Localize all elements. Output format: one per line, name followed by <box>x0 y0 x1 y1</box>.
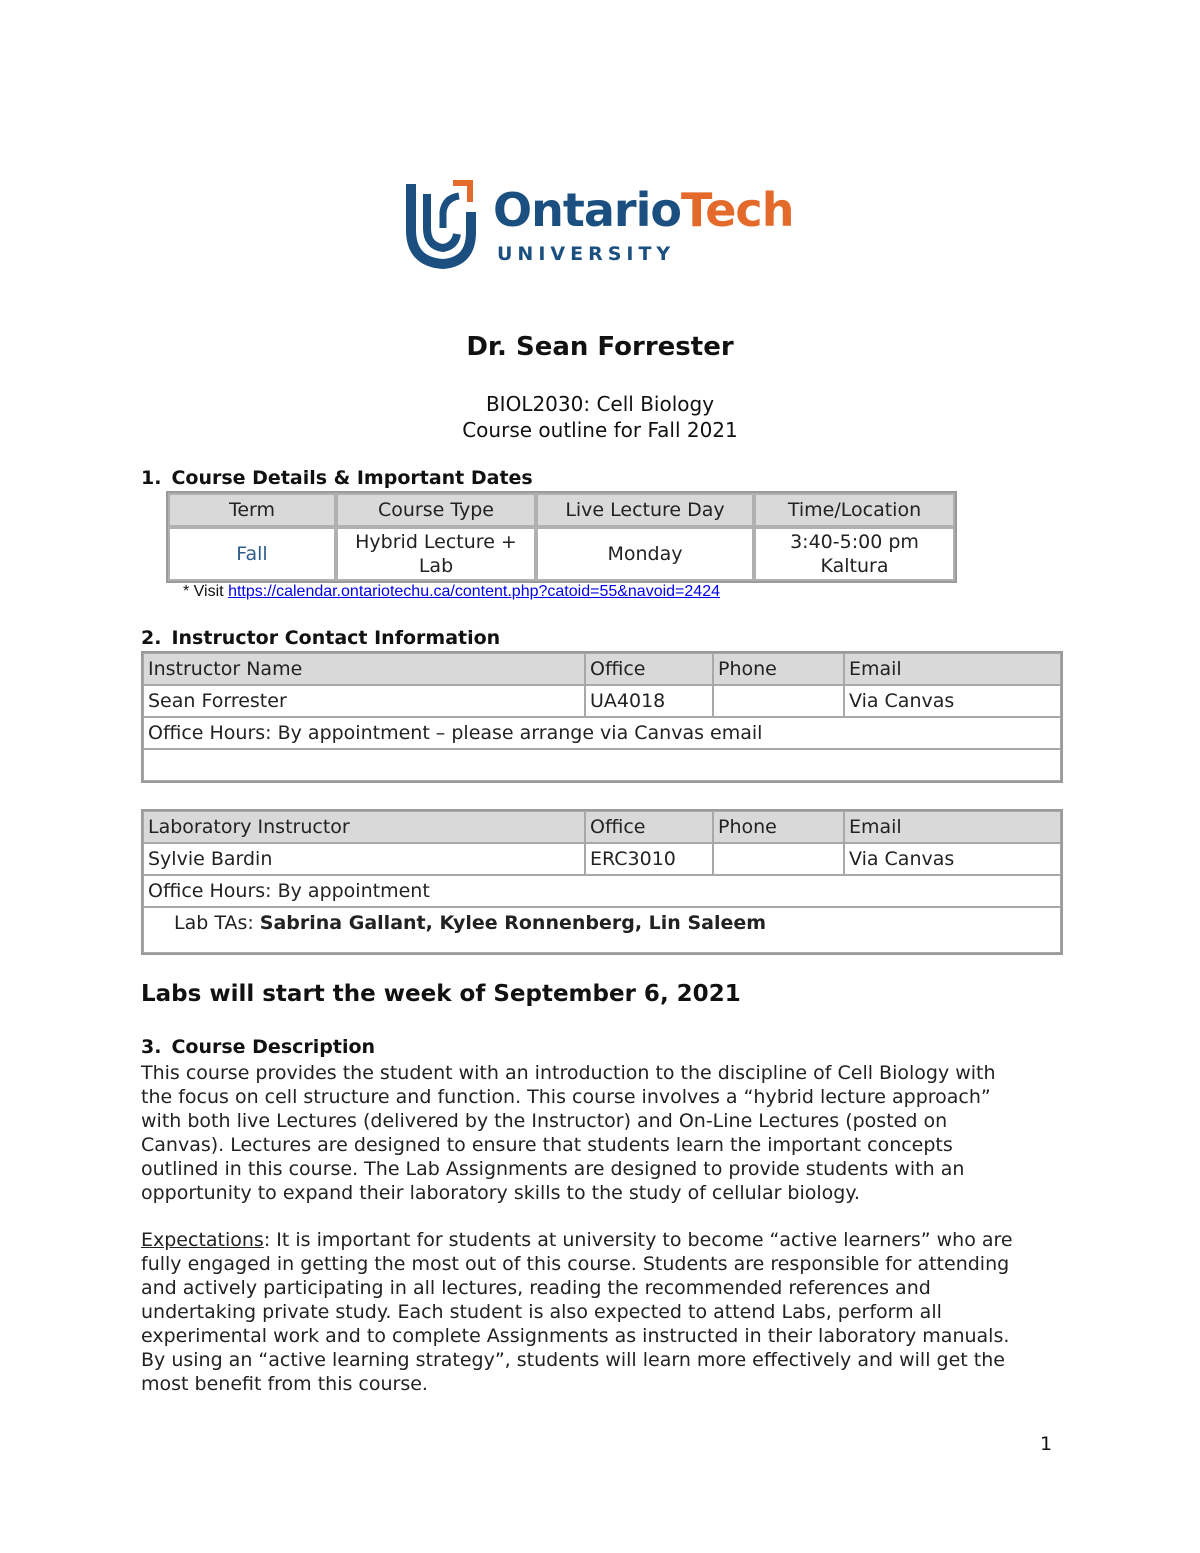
office-cell: ERC3010 <box>585 843 713 875</box>
office-hours-cell: Office Hours: By appointment <box>143 875 1061 907</box>
header-cell: Office <box>585 653 713 685</box>
header-cell: Instructor Name <box>143 653 585 685</box>
time-location-cell: 3:40-5:00 pm Kaltura <box>754 527 955 581</box>
lab-tas-names: Sabrina Gallant, Kylee Ronnenberg, Lin Saleem <box>259 912 767 934</box>
course-outline-title: Course outline for Fall 2021 <box>462 418 738 442</box>
section-title: Instructor Contact Information <box>171 627 501 649</box>
table-row <box>143 875 1061 907</box>
lab-tas-label: Lab TAs: <box>174 912 260 934</box>
lecture-day-cell: Monday <box>536 527 754 581</box>
header-cell: Live Lecture Day <box>536 493 754 527</box>
course-type-cell: Hybrid Lecture + Lab <box>336 527 536 581</box>
text-line: Expectations: It is important for students at university to become “active learners” who are <box>141 1229 1013 1251</box>
author-name: Dr. Sean Forrester <box>466 332 734 362</box>
header-cell: Phone <box>713 653 844 685</box>
calendar-note: * Visit https://calendar.ontariotechu.ca/content.php?catoid=55&navoid=2424 <box>183 583 720 600</box>
section-number: 2. <box>141 627 162 649</box>
phone-cell <box>713 685 844 717</box>
header-cell: Phone <box>713 811 844 843</box>
section-title: Course Details & Important Dates <box>171 467 533 489</box>
term-cell: Fall <box>168 527 336 581</box>
phone-cell <box>713 843 844 875</box>
header-cell: Term <box>168 493 336 527</box>
text-line: This course provides the student with an introduction to the discipline of Cell Biology with <box>141 1062 996 1084</box>
table-row <box>168 527 955 581</box>
course-code: BIOL2030: Cell Biology <box>485 392 715 416</box>
table-row <box>143 717 1061 749</box>
text-line: fully engaged in getting the most out of this course. Students are responsible for attending <box>141 1253 1010 1275</box>
instructor-name-cell: Sean Forrester <box>143 685 585 717</box>
text-line: and actively participating in all lectures, reading the recommended references and <box>141 1277 931 1299</box>
text-line: opportunity to expand their laboratory skills to the study of cellular biology. <box>141 1182 860 1204</box>
instructor-contact-table <box>141 651 1063 783</box>
expectations-label: Expectations <box>141 1229 264 1251</box>
table-row <box>143 843 1061 875</box>
text-line: Canvas). Lectures are designed to ensure that students learn the important concepts <box>141 1134 953 1156</box>
header-cell: Email <box>844 811 1061 843</box>
section-2-heading <box>141 627 500 649</box>
table-row <box>143 749 1061 781</box>
empty-cell <box>143 749 1061 781</box>
text-line: with both live Lectures (delivered by the Instructor) and On-Line Lectures (posted on <box>141 1110 948 1132</box>
email-cell: Via Canvas <box>844 685 1061 717</box>
table-row <box>143 907 1061 953</box>
header-cell: Office <box>585 811 713 843</box>
text-line: experimental work and to complete Assignments as instructed in their laboratory manuals. <box>141 1325 1010 1347</box>
shield-logo-icon <box>405 178 477 270</box>
text-line: By using an “active learning strategy”, students will learn more effectively and will get the <box>141 1349 1005 1371</box>
text-line: outlined in this course. The Lab Assignments are designed to provide students with an <box>141 1158 965 1180</box>
expectations-paragraph <box>141 1228 1061 1396</box>
section-3-heading <box>141 1036 375 1058</box>
text-line: undertaking private study. Each student is also expected to attend Labs, perform all <box>141 1301 942 1323</box>
table-row <box>143 685 1061 717</box>
text-line: the focus on cell structure and function. This course involves a “hybrid lecture approach” <box>141 1086 991 1108</box>
section-1-heading <box>141 467 533 489</box>
logo-university-text: UNIVERSITY <box>497 243 676 265</box>
section-title: Course Description <box>171 1036 376 1058</box>
header-cell: Time/Location <box>754 493 955 527</box>
email-cell: Via Canvas <box>844 843 1061 875</box>
page-number: 1 <box>1040 1433 1053 1455</box>
header-cell: Laboratory Instructor <box>143 811 585 843</box>
table-header-row <box>143 653 1061 685</box>
header-cell: Course Type <box>336 493 536 527</box>
lab-tas-cell <box>143 907 1061 953</box>
calendar-link[interactable]: https://calendar.ontariotechu.ca/content.php?catoid=55&navoid=2424 <box>228 583 720 600</box>
section-number: 1. <box>141 467 162 489</box>
lab-instructor-table <box>141 809 1063 955</box>
office-hours-cell: Office Hours: By appointment – please arrange via Canvas email <box>143 717 1061 749</box>
text-line: most benefit from this course. <box>141 1373 428 1395</box>
lab-instructor-name-cell: Sylvie Bardin <box>143 843 585 875</box>
course-description-paragraph <box>141 1061 1061 1205</box>
logo-wordmark: OntarioTech <box>493 183 794 237</box>
labs-start-notice: Labs will start the week of September 6, 2021 <box>141 981 741 1007</box>
office-cell: UA4018 <box>585 685 713 717</box>
table-header-row <box>168 493 955 527</box>
ontario-tech-university-logo <box>405 178 805 270</box>
section-number: 3. <box>141 1036 162 1058</box>
course-details-table <box>166 491 957 583</box>
table-header-row <box>143 811 1061 843</box>
header-cell: Email <box>844 653 1061 685</box>
